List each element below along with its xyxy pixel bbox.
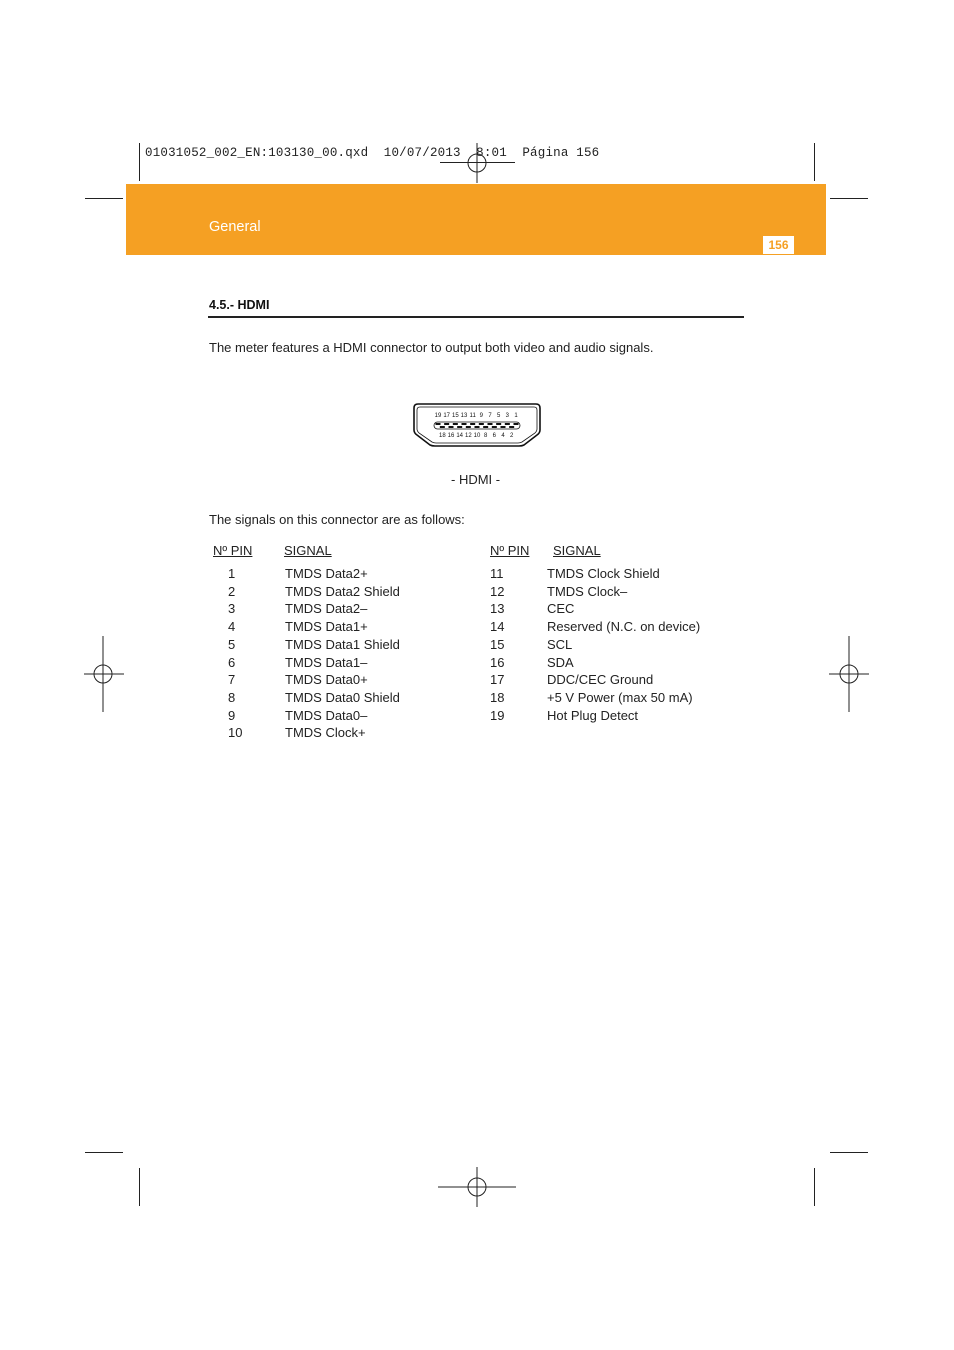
pin-contact-top	[496, 423, 501, 425]
pin-signal-left: TMDS Data0+	[285, 672, 368, 687]
figure-caption: - HDMI -	[451, 472, 501, 487]
col-header-signal-left: SIGNAL	[284, 543, 332, 558]
pin-number-right: 13	[490, 601, 505, 616]
pin-label-bottom: 6	[492, 433, 497, 439]
pin-number-left: 9	[228, 708, 236, 723]
crop-mark-top-right-h	[830, 198, 868, 199]
crop-mark-top-left-h	[85, 198, 123, 199]
pin-signal-left: TMDS Data1–	[285, 655, 368, 670]
col-header-signal-right: SIGNAL	[553, 543, 601, 558]
intro-paragraph: The meter features a HDMI connector to output both video and audio signals.	[209, 340, 654, 355]
pin-number-left: 1	[228, 566, 236, 581]
pin-number-left: 10	[228, 725, 243, 740]
pin-signal-right: SDA	[547, 655, 574, 670]
pin-signal-right: TMDS Clock–	[547, 584, 628, 599]
pin-label-bottom: 16	[447, 433, 455, 439]
pin-number-right: 19	[490, 708, 505, 723]
pin-number-right: 15	[490, 637, 505, 652]
heading-rule	[208, 316, 744, 318]
pin-number-left: 2	[228, 584, 236, 599]
pin-contact-top	[479, 423, 484, 425]
pin-signal-left: TMDS Data2–	[285, 601, 368, 616]
pin-contact-bottom	[492, 426, 497, 428]
pin-number-right: 11	[490, 566, 504, 581]
pin-contact-bottom	[483, 426, 488, 428]
pin-number-left: 6	[228, 655, 236, 670]
page-number: 156	[763, 236, 794, 254]
pin-signal-left: TMDS Data2 Shield	[285, 584, 400, 599]
pin-number-left: 4	[228, 619, 236, 634]
pin-label-bottom: 18	[438, 433, 446, 439]
crop-mark-top-right-v	[814, 143, 815, 181]
pin-label-top: 3	[505, 413, 510, 419]
pin-label-bottom: 12	[464, 433, 472, 439]
pin-signal-right: +5 V Power (max 50 mA)	[547, 690, 693, 705]
section-title: General	[209, 219, 261, 235]
registration-mark-left-icon	[84, 636, 124, 712]
pin-label-top: 9	[479, 413, 484, 419]
pin-label-bottom: 10	[473, 433, 481, 439]
pin-contact-top	[444, 423, 449, 425]
crop-mark-top-left-v	[139, 143, 140, 181]
pin-signal-right: DDC/CEC Ground	[547, 672, 654, 687]
table-intro: The signals on this connector are as follows:	[209, 512, 465, 527]
pin-contact-top	[505, 423, 510, 425]
pin-label-top: 7	[488, 413, 492, 419]
col-header-pin-right: Nº PIN	[490, 543, 530, 558]
pin-contact-bottom	[475, 426, 480, 428]
pin-signal-left: TMDS Data1 Shield	[285, 637, 400, 652]
pin-contact-top	[488, 423, 493, 425]
pin-signal-right: Reserved (N.C. on device)	[547, 619, 701, 634]
pin-signal-right: CEC	[547, 601, 575, 616]
pin-label-top: 1	[514, 413, 518, 419]
section-heading: 4.5.- HDMI	[209, 298, 270, 312]
pin-label-bottom: 2	[509, 433, 514, 439]
registration-mark-bottom-icon	[438, 1167, 516, 1207]
pin-number-left: 3	[228, 601, 236, 616]
pin-signal-right: TMDS Clock Shield	[547, 566, 660, 581]
pin-contact-bottom	[440, 426, 445, 428]
pin-signal-left: TMDS Data1+	[285, 619, 368, 634]
pin-label-bottom: 4	[501, 433, 505, 439]
pin-number-right: 14	[490, 619, 505, 634]
pin-signal-left: TMDS Data0–	[285, 708, 368, 723]
pin-contact-top	[436, 423, 441, 425]
pin-contact-top	[453, 423, 458, 425]
pin-signal-right: Hot Plug Detect	[547, 708, 639, 723]
pin-label-top: 17	[443, 413, 451, 419]
pin-contact-top	[462, 423, 467, 425]
hdmi-connector-diagram	[412, 402, 542, 448]
pin-contact-bottom	[457, 426, 462, 428]
print-slug: 01031052_002_EN:103130_00.qxd 10/07/2013 8:01 Página 156	[145, 146, 600, 160]
pin-signal-left: TMDS Data0 Shield	[285, 690, 400, 705]
pin-number-right: 17	[490, 672, 505, 687]
pin-contact-bottom	[509, 426, 514, 428]
pin-contact-bottom	[501, 426, 506, 428]
pin-signal-right: SCL	[547, 637, 573, 652]
pin-number-right: 18	[490, 690, 505, 705]
pin-number-right: 16	[490, 655, 505, 670]
pin-contact-bottom	[449, 426, 454, 428]
pin-number-right: 12	[490, 584, 505, 599]
pin-signal-left: TMDS Data2+	[285, 566, 368, 581]
pin-label-top: 11	[469, 413, 476, 419]
pin-label-top: 15	[451, 413, 459, 419]
crop-mark-bottom-left-v	[139, 1168, 140, 1206]
crop-mark-bottom-right-v	[814, 1168, 815, 1206]
crop-mark-bottom-left-h	[85, 1152, 123, 1153]
pin-label-bottom: 14	[456, 433, 464, 439]
pin-number-left: 5	[228, 637, 236, 652]
pin-number-left: 8	[228, 690, 236, 705]
pin-contact-bottom	[466, 426, 471, 428]
pin-label-top: 5	[496, 413, 501, 419]
pin-number-left: 7	[228, 672, 236, 687]
pin-label-top: 13	[460, 413, 468, 419]
crop-mark-bottom-right-h	[830, 1152, 868, 1153]
pin-label-top: 19	[434, 413, 442, 419]
registration-mark-top-icon	[457, 143, 497, 183]
pin-contact-top	[470, 423, 475, 425]
pin-label-bottom: 8	[483, 433, 488, 439]
pin-contact-top	[514, 423, 519, 425]
pin-signal-left: TMDS Clock+	[285, 725, 366, 740]
registration-mark-right-icon	[829, 636, 869, 712]
col-header-pin-left: Nº PIN	[213, 543, 253, 558]
